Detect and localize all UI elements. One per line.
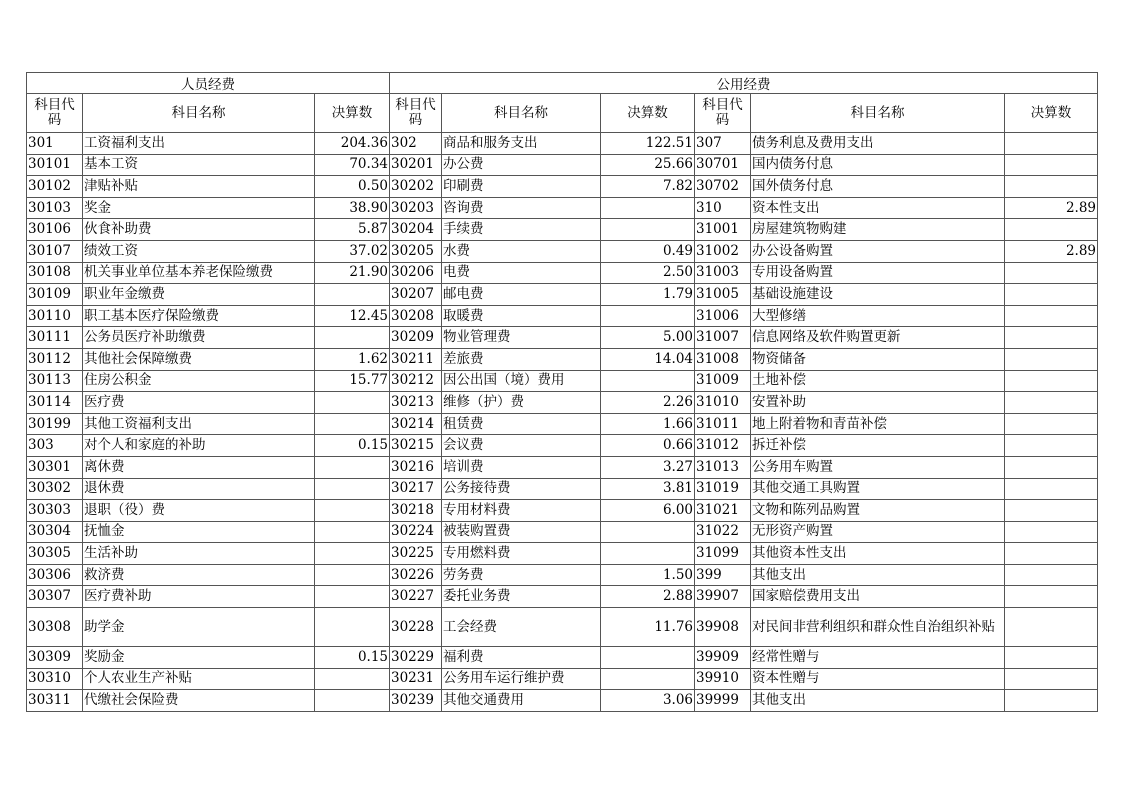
personnel-amount-cell — [315, 586, 390, 608]
public-code-cell: 30218 — [390, 500, 442, 522]
personnel-name-cell: 退职（役）费 — [83, 500, 315, 522]
capital-amount-cell — [1005, 305, 1098, 327]
capital-amount-cell — [1005, 500, 1098, 522]
personnel-name-cell: 医疗费补助 — [83, 586, 315, 608]
personnel-amount-cell: 70.34 — [315, 154, 390, 176]
capital-name-cell: 国家赔偿费用支出 — [751, 586, 1005, 608]
capital-code-cell: 31022 — [695, 521, 751, 543]
public-name-cell: 其他交通费用 — [442, 690, 601, 712]
public-name-cell: 电费 — [442, 262, 601, 284]
public-code-cell: 30226 — [390, 564, 442, 586]
public-amount-cell — [601, 668, 695, 690]
public-name-cell: 商品和服务支出 — [442, 133, 601, 155]
personnel-code-cell: 30111 — [27, 327, 83, 349]
capital-amount-cell — [1005, 435, 1098, 457]
public-code-cell: 30229 — [390, 647, 442, 669]
personnel-name-cell: 救济费 — [83, 564, 315, 586]
personnel-amount-cell — [315, 284, 390, 306]
public-code-cell: 30225 — [390, 543, 442, 565]
personnel-name-cell: 抚恤金 — [83, 521, 315, 543]
personnel-amount-cell: 0.50 — [315, 176, 390, 198]
capital-amount-cell — [1005, 543, 1098, 565]
table-row — [27, 586, 1098, 608]
table-row — [27, 564, 1098, 586]
public-name-cell: 咨询费 — [442, 197, 601, 219]
table-row — [27, 668, 1098, 690]
public-name-cell: 委托业务费 — [442, 586, 601, 608]
public-name-cell: 邮电费 — [442, 284, 601, 306]
table-row — [27, 543, 1098, 565]
personnel-amount-cell — [315, 564, 390, 586]
group-personnel: 人员经费 — [27, 73, 390, 94]
header-amount: 决算数 — [1005, 94, 1098, 133]
public-name-cell: 印刷费 — [442, 176, 601, 198]
personnel-code-cell: 30309 — [27, 647, 83, 669]
personnel-code-cell: 30101 — [27, 154, 83, 176]
public-amount-cell — [601, 543, 695, 565]
personnel-name-cell: 医疗费 — [83, 392, 315, 414]
group-header-row — [27, 73, 1098, 94]
personnel-name-cell: 其他社会保障缴费 — [83, 348, 315, 370]
public-code-cell: 302 — [390, 133, 442, 155]
personnel-code-cell: 30103 — [27, 197, 83, 219]
capital-name-cell: 债务利息及费用支出 — [751, 133, 1005, 155]
header-code: 科目代码 — [390, 94, 442, 133]
capital-name-cell: 信息网络及软件购置更新 — [751, 327, 1005, 349]
table-row — [27, 133, 1098, 155]
table-row — [27, 500, 1098, 522]
personnel-amount-cell: 0.15 — [315, 435, 390, 457]
capital-code-cell: 399 — [695, 564, 751, 586]
header-code: 科目代码 — [695, 94, 751, 133]
capital-name-cell: 专用设备购置 — [751, 262, 1005, 284]
personnel-amount-cell — [315, 521, 390, 543]
public-code-cell: 30203 — [390, 197, 442, 219]
personnel-amount-cell — [315, 478, 390, 500]
public-amount-cell: 1.79 — [601, 284, 695, 306]
capital-name-cell: 国内债务付息 — [751, 154, 1005, 176]
public-name-cell: 会议费 — [442, 435, 601, 457]
capital-name-cell: 其他支出 — [751, 690, 1005, 712]
capital-amount-cell — [1005, 284, 1098, 306]
capital-code-cell: 31011 — [695, 413, 751, 435]
personnel-code-cell: 301 — [27, 133, 83, 155]
capital-code-cell: 31007 — [695, 327, 751, 349]
public-amount-cell — [601, 305, 695, 327]
expenditure-table — [26, 72, 1098, 712]
personnel-amount-cell: 21.90 — [315, 262, 390, 284]
capital-code-cell: 31003 — [695, 262, 751, 284]
personnel-amount-cell: 5.87 — [315, 219, 390, 241]
public-code-cell: 30212 — [390, 370, 442, 392]
table-row — [27, 262, 1098, 284]
public-name-cell: 专用燃料费 — [442, 543, 601, 565]
public-amount-cell: 1.50 — [601, 564, 695, 586]
personnel-name-cell: 津贴补贴 — [83, 176, 315, 198]
personnel-name-cell: 奖励金 — [83, 647, 315, 669]
capital-name-cell: 无形资产购置 — [751, 521, 1005, 543]
personnel-amount-cell — [315, 668, 390, 690]
capital-name-cell: 文物和陈列品购置 — [751, 500, 1005, 522]
personnel-name-cell: 奖金 — [83, 197, 315, 219]
personnel-code-cell: 30112 — [27, 348, 83, 370]
personnel-amount-cell — [315, 413, 390, 435]
capital-name-cell: 资本性支出 — [751, 197, 1005, 219]
personnel-code-cell: 30302 — [27, 478, 83, 500]
public-name-cell: 手续费 — [442, 219, 601, 241]
public-code-cell: 30213 — [390, 392, 442, 414]
public-code-cell: 30214 — [390, 413, 442, 435]
personnel-name-cell: 基本工资 — [83, 154, 315, 176]
personnel-name-cell: 退休费 — [83, 478, 315, 500]
table-row — [27, 370, 1098, 392]
public-amount-cell: 14.04 — [601, 348, 695, 370]
capital-name-cell: 国外债务付息 — [751, 176, 1005, 198]
personnel-name-cell: 个人农业生产补贴 — [83, 668, 315, 690]
public-name-cell: 物业管理费 — [442, 327, 601, 349]
public-name-cell: 培训费 — [442, 456, 601, 478]
public-code-cell: 30204 — [390, 219, 442, 241]
personnel-code-cell: 30306 — [27, 564, 83, 586]
capital-code-cell: 307 — [695, 133, 751, 155]
public-code-cell: 30205 — [390, 240, 442, 262]
public-amount-cell: 6.00 — [601, 500, 695, 522]
public-amount-cell: 122.51 — [601, 133, 695, 155]
table-row — [27, 348, 1098, 370]
public-amount-cell: 3.27 — [601, 456, 695, 478]
capital-amount-cell — [1005, 647, 1098, 669]
personnel-name-cell: 工资福利支出 — [83, 133, 315, 155]
capital-code-cell: 31009 — [695, 370, 751, 392]
public-code-cell: 30206 — [390, 262, 442, 284]
table-row — [27, 176, 1098, 198]
capital-code-cell: 31012 — [695, 435, 751, 457]
capital-name-cell: 大型修缮 — [751, 305, 1005, 327]
personnel-code-cell: 30304 — [27, 521, 83, 543]
header-code: 科目代码 — [27, 94, 83, 133]
public-name-cell: 被装购置费 — [442, 521, 601, 543]
personnel-name-cell: 职工基本医疗保险缴费 — [83, 305, 315, 327]
capital-amount-cell — [1005, 478, 1098, 500]
personnel-name-cell: 公务员医疗补助缴费 — [83, 327, 315, 349]
capital-amount-cell — [1005, 608, 1098, 647]
capital-code-cell: 310 — [695, 197, 751, 219]
capital-code-cell: 31001 — [695, 219, 751, 241]
personnel-code-cell: 30114 — [27, 392, 83, 414]
column-header-row — [27, 94, 1098, 133]
table-body — [27, 133, 1098, 712]
public-name-cell: 差旅费 — [442, 348, 601, 370]
public-amount-cell — [601, 370, 695, 392]
table-row — [27, 521, 1098, 543]
table-row — [27, 305, 1098, 327]
capital-amount-cell — [1005, 219, 1098, 241]
capital-code-cell: 31019 — [695, 478, 751, 500]
table-row — [27, 456, 1098, 478]
personnel-name-cell: 伙食补助费 — [83, 219, 315, 241]
capital-amount-cell: 2.89 — [1005, 197, 1098, 219]
personnel-code-cell: 30307 — [27, 586, 83, 608]
public-code-cell: 30201 — [390, 154, 442, 176]
personnel-code-cell: 30308 — [27, 608, 83, 647]
capital-code-cell: 31002 — [695, 240, 751, 262]
capital-code-cell: 31008 — [695, 348, 751, 370]
personnel-code-cell: 30301 — [27, 456, 83, 478]
table-row — [27, 608, 1098, 647]
public-name-cell: 专用材料费 — [442, 500, 601, 522]
capital-amount-cell — [1005, 564, 1098, 586]
capital-name-cell: 安置补助 — [751, 392, 1005, 414]
table-row — [27, 478, 1098, 500]
public-code-cell: 30239 — [390, 690, 442, 712]
capital-code-cell: 39910 — [695, 668, 751, 690]
public-name-cell: 租赁费 — [442, 413, 601, 435]
table-row — [27, 240, 1098, 262]
table-row — [27, 284, 1098, 306]
capital-code-cell: 39909 — [695, 647, 751, 669]
personnel-amount-cell: 15.77 — [315, 370, 390, 392]
public-name-cell: 取暖费 — [442, 305, 601, 327]
capital-amount-cell — [1005, 690, 1098, 712]
personnel-code-cell: 30311 — [27, 690, 83, 712]
personnel-amount-cell: 1.62 — [315, 348, 390, 370]
personnel-amount-cell: 12.45 — [315, 305, 390, 327]
header-amount: 决算数 — [601, 94, 695, 133]
table-row — [27, 219, 1098, 241]
personnel-name-cell: 其他工资福利支出 — [83, 413, 315, 435]
public-amount-cell — [601, 521, 695, 543]
capital-name-cell: 公务用车购置 — [751, 456, 1005, 478]
public-code-cell: 30216 — [390, 456, 442, 478]
public-name-cell: 水费 — [442, 240, 601, 262]
public-amount-cell: 1.66 — [601, 413, 695, 435]
personnel-amount-cell — [315, 690, 390, 712]
public-amount-cell: 3.06 — [601, 690, 695, 712]
table-row — [27, 690, 1098, 712]
capital-amount-cell — [1005, 262, 1098, 284]
capital-name-cell: 地上附着物和青苗补偿 — [751, 413, 1005, 435]
capital-name-cell: 拆迁补偿 — [751, 435, 1005, 457]
capital-code-cell: 31005 — [695, 284, 751, 306]
capital-amount-cell — [1005, 176, 1098, 198]
public-amount-cell: 11.76 — [601, 608, 695, 647]
capital-amount-cell: 2.89 — [1005, 240, 1098, 262]
public-amount-cell: 2.50 — [601, 262, 695, 284]
table-row — [27, 413, 1098, 435]
public-code-cell: 30227 — [390, 586, 442, 608]
personnel-code-cell: 30113 — [27, 370, 83, 392]
personnel-name-cell: 绩效工资 — [83, 240, 315, 262]
public-code-cell: 30211 — [390, 348, 442, 370]
personnel-amount-cell: 204.36 — [315, 133, 390, 155]
personnel-name-cell: 代缴社会保险费 — [83, 690, 315, 712]
personnel-code-cell: 30305 — [27, 543, 83, 565]
personnel-name-cell: 住房公积金 — [83, 370, 315, 392]
public-code-cell: 30209 — [390, 327, 442, 349]
table-row — [27, 197, 1098, 219]
group-public: 公用经费 — [390, 73, 1098, 94]
capital-amount-cell — [1005, 392, 1098, 414]
table-row — [27, 647, 1098, 669]
public-name-cell: 福利费 — [442, 647, 601, 669]
personnel-code-cell: 30108 — [27, 262, 83, 284]
personnel-name-cell: 生活补助 — [83, 543, 315, 565]
personnel-code-cell: 303 — [27, 435, 83, 457]
header-name: 科目名称 — [751, 94, 1005, 133]
table-row — [27, 154, 1098, 176]
personnel-amount-cell: 37.02 — [315, 240, 390, 262]
personnel-name-cell: 离休费 — [83, 456, 315, 478]
capital-amount-cell — [1005, 370, 1098, 392]
personnel-amount-cell — [315, 543, 390, 565]
capital-amount-cell — [1005, 327, 1098, 349]
capital-code-cell: 39907 — [695, 586, 751, 608]
public-name-cell: 维修（护）费 — [442, 392, 601, 414]
capital-name-cell: 土地补偿 — [751, 370, 1005, 392]
public-name-cell: 工会经费 — [442, 608, 601, 647]
table-row — [27, 327, 1098, 349]
personnel-code-cell: 30303 — [27, 500, 83, 522]
personnel-code-cell: 30107 — [27, 240, 83, 262]
public-amount-cell: 3.81 — [601, 478, 695, 500]
capital-name-cell: 其他交通工具购置 — [751, 478, 1005, 500]
public-code-cell: 30207 — [390, 284, 442, 306]
header-amount: 决算数 — [315, 94, 390, 133]
capital-name-cell: 物资储备 — [751, 348, 1005, 370]
personnel-code-cell: 30109 — [27, 284, 83, 306]
public-name-cell: 公务接待费 — [442, 478, 601, 500]
personnel-code-cell: 30110 — [27, 305, 83, 327]
personnel-amount-cell: 0.15 — [315, 647, 390, 669]
personnel-code-cell: 30106 — [27, 219, 83, 241]
header-name: 科目名称 — [442, 94, 601, 133]
personnel-amount-cell — [315, 456, 390, 478]
capital-code-cell: 31006 — [695, 305, 751, 327]
capital-code-cell: 30702 — [695, 176, 751, 198]
capital-name-cell: 经常性赠与 — [751, 647, 1005, 669]
capital-name-cell: 对民间非营利组织和群众性自治组织补贴 — [751, 608, 1005, 647]
public-name-cell: 公务用车运行维护费 — [442, 668, 601, 690]
capital-amount-cell — [1005, 133, 1098, 155]
personnel-name-cell: 助学金 — [83, 608, 315, 647]
capital-name-cell: 其他支出 — [751, 564, 1005, 586]
capital-name-cell: 办公设备购置 — [751, 240, 1005, 262]
capital-name-cell: 房屋建筑物购建 — [751, 219, 1005, 241]
table-row — [27, 392, 1098, 414]
public-amount-cell — [601, 197, 695, 219]
personnel-name-cell: 职业年金缴费 — [83, 284, 315, 306]
public-name-cell: 劳务费 — [442, 564, 601, 586]
public-amount-cell — [601, 219, 695, 241]
capital-code-cell: 31099 — [695, 543, 751, 565]
public-code-cell: 30217 — [390, 478, 442, 500]
public-amount-cell: 2.26 — [601, 392, 695, 414]
public-amount-cell: 5.00 — [601, 327, 695, 349]
capital-code-cell: 31010 — [695, 392, 751, 414]
personnel-name-cell: 对个人和家庭的补助 — [83, 435, 315, 457]
capital-name-cell: 资本性赠与 — [751, 668, 1005, 690]
capital-code-cell: 31013 — [695, 456, 751, 478]
capital-name-cell: 其他资本性支出 — [751, 543, 1005, 565]
capital-amount-cell — [1005, 668, 1098, 690]
personnel-code-cell: 30310 — [27, 668, 83, 690]
personnel-amount-cell — [315, 327, 390, 349]
personnel-amount-cell — [315, 608, 390, 647]
public-amount-cell: 0.66 — [601, 435, 695, 457]
personnel-code-cell: 30102 — [27, 176, 83, 198]
public-code-cell: 30215 — [390, 435, 442, 457]
public-amount-cell — [601, 647, 695, 669]
table-row — [27, 435, 1098, 457]
header-name: 科目名称 — [83, 94, 315, 133]
personnel-amount-cell: 38.90 — [315, 197, 390, 219]
public-name-cell: 因公出国（境）费用 — [442, 370, 601, 392]
capital-amount-cell — [1005, 586, 1098, 608]
public-code-cell: 30231 — [390, 668, 442, 690]
capital-name-cell: 基础设施建设 — [751, 284, 1005, 306]
personnel-code-cell: 30199 — [27, 413, 83, 435]
capital-code-cell: 31021 — [695, 500, 751, 522]
capital-code-cell: 30701 — [695, 154, 751, 176]
public-amount-cell: 7.82 — [601, 176, 695, 198]
public-name-cell: 办公费 — [442, 154, 601, 176]
public-amount-cell: 0.49 — [601, 240, 695, 262]
capital-code-cell: 39908 — [695, 608, 751, 647]
public-amount-cell: 2.88 — [601, 586, 695, 608]
personnel-name-cell: 机关事业单位基本养老保险缴费 — [83, 262, 315, 284]
public-code-cell: 30202 — [390, 176, 442, 198]
capital-amount-cell — [1005, 413, 1098, 435]
public-code-cell: 30228 — [390, 608, 442, 647]
capital-amount-cell — [1005, 348, 1098, 370]
public-amount-cell: 25.66 — [601, 154, 695, 176]
capital-amount-cell — [1005, 456, 1098, 478]
personnel-amount-cell — [315, 500, 390, 522]
public-code-cell: 30224 — [390, 521, 442, 543]
personnel-amount-cell — [315, 392, 390, 414]
capital-amount-cell — [1005, 521, 1098, 543]
public-code-cell: 30208 — [390, 305, 442, 327]
capital-amount-cell — [1005, 154, 1098, 176]
capital-code-cell: 39999 — [695, 690, 751, 712]
